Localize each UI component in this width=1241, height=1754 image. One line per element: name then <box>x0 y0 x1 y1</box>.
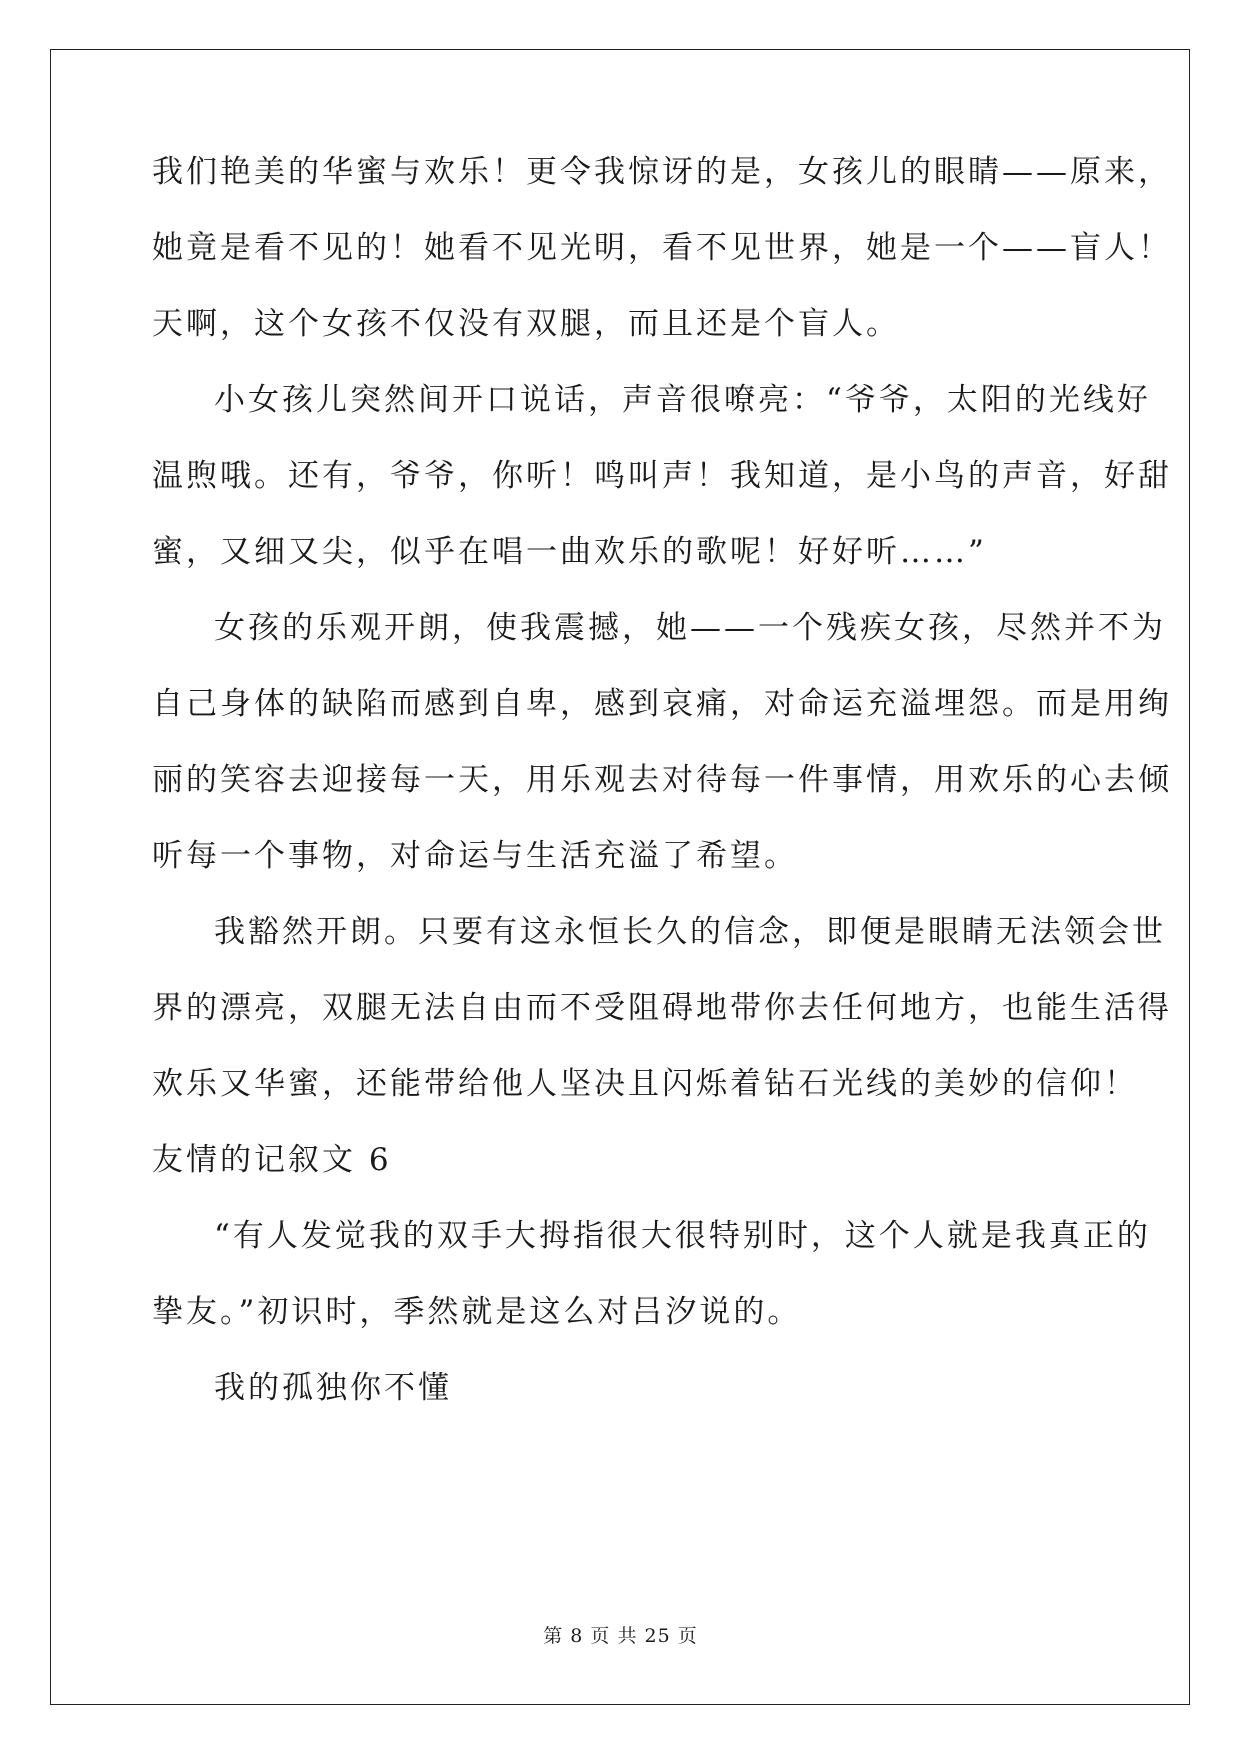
paragraph-first-line: 小女孩儿突然间开口说话，声音很嘹亮：“爷爷，太阳的光线好 <box>214 382 1151 418</box>
paragraph-first-line: “有人发觉我的双手大拇指很大很特别时，这个人就是我真正的 <box>214 1218 1151 1254</box>
text-line: 我们艳美的华蜜与欢乐！更令我惊讶的是，女孩儿的眼睛——原来， <box>152 154 1172 190</box>
text-line: 欢乐又华蜜，还能带给他人坚决且闪烁着钻石光线的美妙的信仰！ <box>152 1066 1138 1102</box>
text-line: 界的漂亮，双腿无法自由而不受阻碍地带你去任何地方，也能生活得 <box>152 990 1172 1026</box>
text-line: 挚友。”初识时，季然就是这么对吕汐说的。 <box>152 1294 802 1330</box>
text-line: 听每一个事物，对命运与生活充溢了希望。 <box>152 838 798 874</box>
text-line: 她竟是看不见的！她看不见光明，看不见世界，她是一个——盲人！ <box>152 230 1172 266</box>
text-line: 天啊，这个女孩不仅没有双腿，而且还是个盲人。 <box>152 306 900 342</box>
paragraph-first-line: 女孩的乐观开朗，使我震撼，她——一个残疾女孩，尽然并不为 <box>214 610 1166 646</box>
text-line: 自己身体的缺陷而感到自卑，感到哀痛，对命运充溢埋怨。而是用绚 <box>152 686 1172 722</box>
paragraph-first-line: 我的孤独你不懂 <box>214 1370 452 1406</box>
page-border <box>50 49 1190 1705</box>
text-line: 蜜，又细又尖，似乎在唱一曲欢乐的歌呢！好好听……” <box>152 534 987 570</box>
paragraph-first-line: 我豁然开朗。只要有这永恒长久的信念，即便是眼睛无法领会世 <box>214 914 1166 950</box>
section-heading: 友情的记叙文 6 <box>152 1142 392 1178</box>
text-line: 温煦哦。还有，爷爷，你听！鸣叫声！我知道，是小鸟的声音，好甜 <box>152 458 1172 494</box>
page-number-footer: 第 8 页 共 25 页 <box>543 1625 698 1647</box>
text-line: 丽的笑容去迎接每一天，用乐观去对待每一件事情，用欢乐的心去倾 <box>152 762 1172 798</box>
